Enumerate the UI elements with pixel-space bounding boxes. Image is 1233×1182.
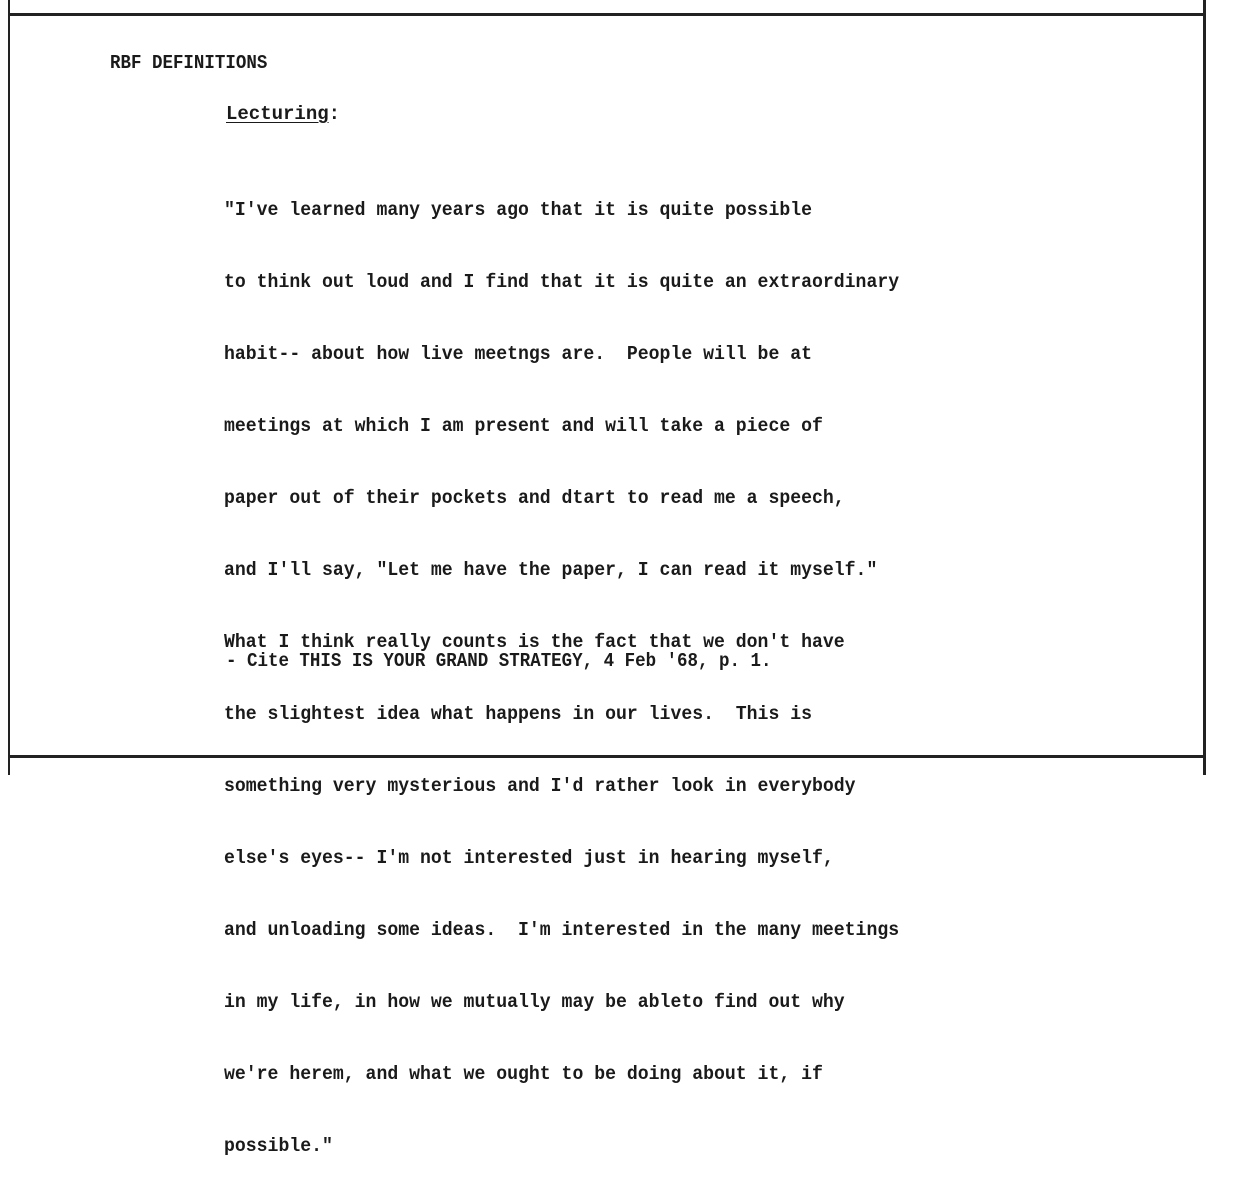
quote-line: else's eyes-- I'm not interested just in hearing myself,: [224, 847, 834, 869]
quote-line: something very mysterious and I'd rather look in everybody: [224, 775, 856, 797]
quote-line: to think out loud and I find that it is quite an extraordinary: [224, 271, 900, 293]
quote-line: habit-- about how live meetngs are. People will be at: [224, 343, 812, 365]
definition-term-word: Lecturing: [226, 103, 329, 125]
quote-line: What I think really counts is the fact that we don't have: [224, 631, 845, 653]
document-heading: RBF DEFINITIONS: [110, 52, 268, 74]
quote-line: we're herem, and what we ought to be doing about it, if: [224, 1063, 823, 1085]
definition-term-suffix: :: [328, 103, 341, 125]
quote-line: and unloading some ideas. I'm interested in the many meetings: [224, 919, 900, 941]
source-citation: - Cite THIS IS YOUR GRAND STRATEGY, 4 Feb '68, p. 1.: [226, 650, 772, 672]
quote-line: in my life, in how we mutually may be ableto find out why: [224, 991, 845, 1013]
quote-line: and I'll say, "Let me have the paper, I can read it myself.": [224, 559, 878, 581]
quote-line: paper out of their pockets and dtart to read me a speech,: [224, 487, 845, 509]
quote-line: the slightest idea what happens in our lives. This is: [224, 703, 812, 725]
definition-term: [226, 103, 340, 125]
quote-line: "I've learned many years ago that it is quite possible: [224, 199, 812, 221]
quote-line: meetings at which I am present and will take a piece of: [224, 415, 823, 437]
quote-line: possible.": [224, 1135, 333, 1157]
